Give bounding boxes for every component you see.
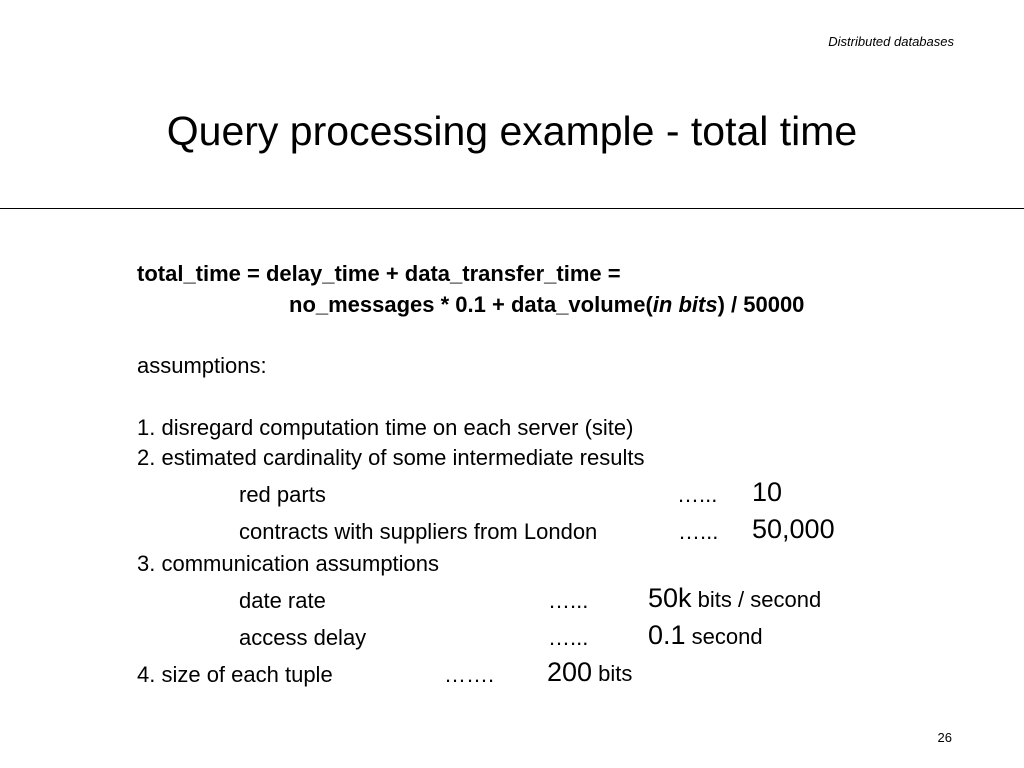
access-delay-unit: second (685, 624, 763, 649)
date-rate-value: 50k (648, 583, 692, 613)
access-delay-value-group (648, 622, 763, 649)
tuple-size-value: 200 (547, 657, 593, 687)
assumptions-label: assumptions: (137, 353, 267, 378)
date-rate-label: date rate (239, 588, 326, 613)
access-delay-label: access delay (239, 625, 367, 650)
assumption-3: 3. communication assumptions (137, 551, 440, 576)
red-parts-value: 10 (752, 477, 783, 507)
course-title: Distributed databases (828, 34, 954, 49)
contracts-label: contracts with suppliers from London (239, 519, 598, 544)
date-rate-value-group (648, 585, 821, 612)
date-rate-dots: …... (548, 588, 589, 613)
title-divider (0, 208, 1024, 209)
contracts-dots: …... (678, 519, 719, 544)
tuple-size-unit: bits (592, 661, 633, 686)
assumption-4-value-group (547, 659, 632, 686)
assumption-4-dots: ……. (444, 662, 495, 687)
page-number: 26 (937, 730, 952, 745)
date-rate-unit: bits / second (691, 587, 822, 612)
formula-line-2-start: no_messages * 0.1 + data_volume( (289, 292, 653, 317)
red-parts-label: red parts (239, 482, 326, 507)
access-delay-value: 0.1 (648, 620, 686, 650)
assumption-2: 2. estimated cardinality of some intermediate results (137, 445, 645, 470)
red-parts-dots: …... (677, 482, 718, 507)
formula-line-1: total_time = delay_time + data_transfer_time = (137, 261, 621, 286)
formula-unit-note: in bits (652, 292, 718, 317)
assumption-1: 1. disregard computation time on each server (site) (137, 415, 634, 440)
slide-title: Query processing example - total time (166, 108, 858, 154)
contracts-value: 50,000 (752, 514, 835, 544)
formula-line-2-end: ) / 50000 (717, 292, 805, 317)
formula-line-2 (289, 294, 804, 316)
assumption-4-label: 4. size of each tuple (137, 662, 333, 687)
access-delay-dots: …... (548, 625, 589, 650)
